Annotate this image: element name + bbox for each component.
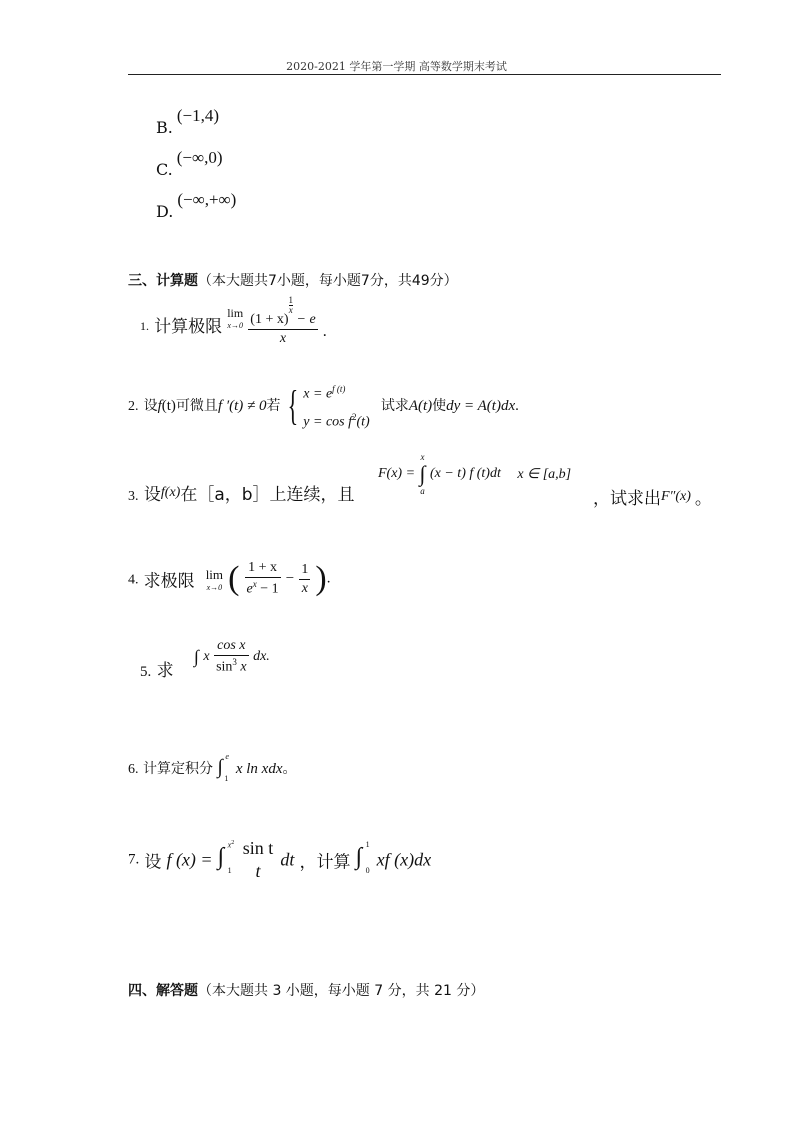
option-value: (−∞,0) [176,148,223,167]
question-number: 6. [128,762,139,777]
fraction-2: $\frac{1}{x}$ [301,561,309,596]
option-label: C. [156,160,173,179]
period: . [322,323,327,340]
question-2: 2. 设f(t)可微且f ′(t) ≠ 0若 { $x = e^{f (t)}$ $y = \cos f^2(t)$ 试求A(t)使dy = A(t)dx. [128,378,519,433]
integral-sign: ∫ 1 0 [355,840,370,875]
integral-sign: ∫ e 1 [217,752,229,783]
limit-fraction: (1 + x) $\frac{1}{x}$ − e x [250,295,316,346]
option-value: (−1,4) [176,106,220,125]
question-text: 计算定积分 [142,761,213,777]
question-number: 1. [140,319,149,333]
brace: { [287,380,299,429]
section-3-heading [128,270,458,290]
question-text: 求极限 [143,571,195,592]
question-number: 7. [128,851,140,868]
option-label: D. [156,202,174,221]
section-note: （本大题共7小题，每小题7分，共49分） [198,273,458,289]
fraction: sin t t [242,838,274,881]
q5-integral: ∫ x $\frac{\text{cos x}}{\sin^3 x}$ dx. [194,638,270,675]
option-c [156,148,223,179]
section-note: （本大题共 3 小题，每小题 7 分，共 21 分） [198,983,485,999]
integral-sign: ∫ [419,461,426,486]
question-number: 2. [128,399,139,415]
question-number: 3. [128,489,139,504]
option-d [156,190,236,221]
question-4: 4. 求极限 lim x→0 ( $\frac{1 + x}{e^x - 1}$ − $\frac{1}{x}$ ). [128,560,331,597]
question-1 [140,296,327,347]
option-value: (−∞,+∞) [177,190,237,209]
option-b [156,106,219,137]
integral-sign: ∫ $x^2$ 1 [217,840,235,875]
parametric-system: $x = e^{f (t)}$ $y = \cos f^2(t)$ [303,384,370,430]
q3-tail: ，试求出$^{F''(x)}$ 。 [593,489,712,509]
q3-integral: F(x) = x ∫ a (x − t) f (t)dt x ∈ [a,b] [378,452,572,496]
option-label: B. [156,118,173,137]
question-3: 3. 设$^{f(x)}$在［a，b］上连续，且 [128,485,355,505]
question-text: 计算极限 [154,317,223,337]
question-7: 7. 设 f (x) = ∫ $x^2$ 1 sin t t dt ，计算 ∫ 1 0 xf (x)dx [128,838,432,881]
page-header: 2020-2021 学年第一学期 高等数学期末考试 [286,60,507,73]
question-number: 4. [128,572,139,588]
header-rule [128,74,721,75]
fraction-1: $\frac{1 + x}{e^x - 1}$ [246,560,279,597]
question-5 [140,656,174,681]
section-4-heading [128,980,484,1000]
question-text: 求 [156,661,174,681]
limit-operator: lim x→0 [205,566,224,592]
question-6: 6. 计算定积分 ∫ e 1 x ln xdx。 [128,752,297,783]
question-number: 5. [140,664,152,680]
section-title: 四、解答题 [128,983,198,999]
section-title: 三、计算题 [128,273,198,289]
limit-operator: lim x→0 [227,305,244,330]
integral-sign: ∫ [194,646,199,667]
